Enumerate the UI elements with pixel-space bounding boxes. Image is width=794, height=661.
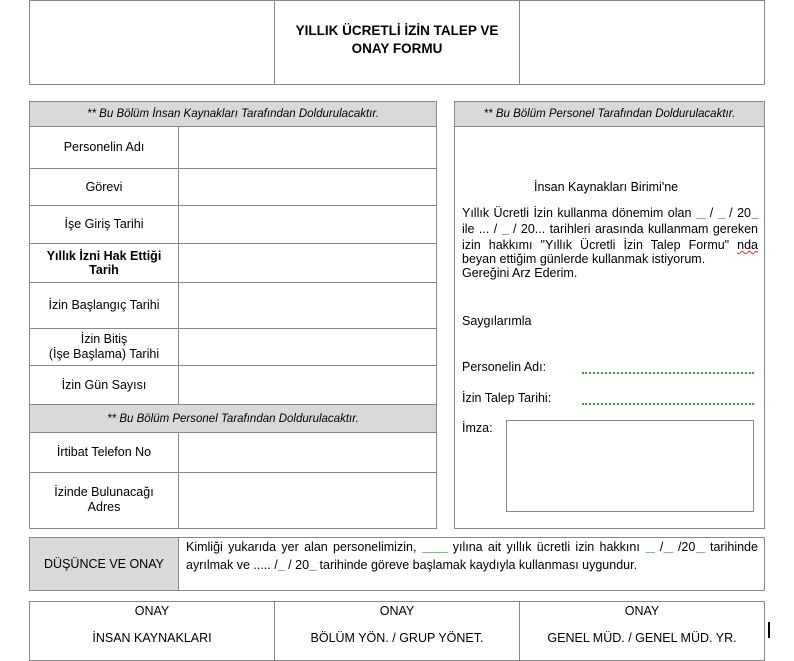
opinion-part4: /20 xyxy=(677,540,696,554)
approval-hr-role: İNSAN KAYNAKLARI xyxy=(92,631,212,645)
letter-salutation: İnsan Kaynakları Birimi'ne xyxy=(534,180,679,194)
letter-body xyxy=(462,206,758,280)
letter-closing: Gereğini Arz Ederim. xyxy=(462,266,578,280)
value-leave-days[interactable] xyxy=(179,365,436,404)
letter-body-part1: Yıllık Ücretli İzin kullanma dönemim olan xyxy=(462,206,692,220)
value-personnel-name[interactable] xyxy=(179,126,436,168)
label-contact-phone: İrtibat Telefon No xyxy=(56,445,152,459)
approval-gm-title: ONAY xyxy=(624,604,660,618)
blank-day-1: ˍˍˍˍ xyxy=(695,209,706,220)
blank-month-opinion-2: ˍˍˍ xyxy=(277,561,285,572)
label-start-date: İşe Giriş Tarihi xyxy=(64,217,144,231)
value-contact-phone[interactable] xyxy=(179,432,436,472)
hr-section-heading: ** Bu Bölüm İnsan Kaynakları Tarafından Doldurulacaktır. xyxy=(30,102,436,126)
letter-regards: Saygılarımla xyxy=(462,314,532,328)
letter-body-part4: ile ... / xyxy=(462,222,498,236)
label-leave-days: İzin Gün Sayısı xyxy=(61,377,147,392)
date-label: İzin Talep Tarihi: xyxy=(462,391,552,405)
label-leave-address xyxy=(30,472,178,528)
label-leave-end-line1: İzin Bitiş xyxy=(80,331,128,346)
date-signature-line[interactable] xyxy=(582,400,754,405)
opinion-part7: tarihinde göreve başlamak kaydıyla kullanması uygundur. xyxy=(319,558,638,572)
personnel-section-heading: ** Bu Bölüm Personel Tarafından Doldurulacaktır. xyxy=(30,405,436,432)
opinion-label: DÜŞÜNCE VE ONAY xyxy=(30,538,178,590)
signature-box[interactable] xyxy=(506,420,754,512)
letter-section-heading: ** Bu Bölüm Personel Tarafından Doldurulacaktır. xyxy=(455,102,764,126)
form-title-line1: YILLIK ÜCRETLİ İZİN TALEP VE xyxy=(295,23,499,38)
approval-hr-title: ONAY xyxy=(134,604,170,618)
blank-year-1: ˍˍˍ xyxy=(751,209,758,220)
opinion-part2: yılına ait yıllık ücretli izin hakkını xyxy=(452,540,640,554)
letter-body-part5: / 20... tarihleri arasında kullanmam gereken izin hakkımı "Yıllık Ücretli İzin Talep Formu" xyxy=(462,222,758,252)
label-leave-end-line2: (İşe Başlama) Tarihi xyxy=(48,346,160,361)
label-position: Görevi xyxy=(85,179,123,194)
label-leave-start: İzin Başlangıç Tarihi xyxy=(48,298,160,312)
approval-dept-title: ONAY xyxy=(379,604,415,618)
approval-gm-role: GENEL MÜD. / GENEL MÜD. YR. xyxy=(547,631,737,645)
blank-day-opinion: ˍˍˍˍ xyxy=(645,543,655,554)
name-signature-line[interactable] xyxy=(582,369,754,374)
form-title xyxy=(275,20,519,60)
label-leave-address-line2: Adres xyxy=(87,500,121,514)
blank-year-opinion: ˍˍˍˍˍˍˍˍˍˍˍ xyxy=(421,543,448,554)
value-leave-address[interactable] xyxy=(179,472,436,528)
label-leave-end xyxy=(30,328,178,365)
opinion-part5: tarihinde ayrılmak ve ..... / xyxy=(186,540,758,572)
value-entitlement-date[interactable] xyxy=(179,243,436,282)
approval-dept-role: BÖLÜM YÖN. / GRUP YÖNET. xyxy=(310,631,484,645)
letter-body-part2: / xyxy=(709,206,714,220)
label-personnel-name: Personelin Adı xyxy=(63,140,145,154)
opinion-text xyxy=(186,539,758,575)
value-position[interactable] xyxy=(179,168,436,205)
opinion-part6: / 20 xyxy=(288,558,310,572)
blank-month-1: ˍˍˍ xyxy=(717,209,725,220)
letter-body-part6: beyan ettiğim günlerde kullanmak istiyorum. xyxy=(462,252,706,266)
signature-label: İmza: xyxy=(462,421,493,435)
label-leave-address-line1: İzinde Bulunacağı xyxy=(54,485,154,499)
form-title-line2: ONAY FORMU xyxy=(351,41,443,56)
text-cursor xyxy=(768,622,770,638)
label-entitlement-date: Yıllık İzni Hak Ettiği Tarih xyxy=(46,248,162,277)
blank-year-opinion-3: ˍˍˍ xyxy=(309,561,317,572)
blank-month-opinion: ˍˍˍˍ xyxy=(663,543,673,554)
name-label: Personelin Adı: xyxy=(462,360,547,374)
value-start-date[interactable] xyxy=(179,205,436,243)
blank-month-2: ˍˍˍ xyxy=(501,225,509,236)
value-leave-end[interactable] xyxy=(179,328,436,365)
opinion-part1: Kimliği yukarıda yer alan personelimizin, xyxy=(186,540,417,554)
value-leave-start[interactable] xyxy=(179,282,436,328)
blank-year-opinion-2: ˍˍˍˍ xyxy=(695,543,705,554)
opinion-part3: / xyxy=(659,540,664,554)
letter-body-nda: nda xyxy=(737,238,758,252)
letter-body-part3: / 20 xyxy=(729,206,751,220)
